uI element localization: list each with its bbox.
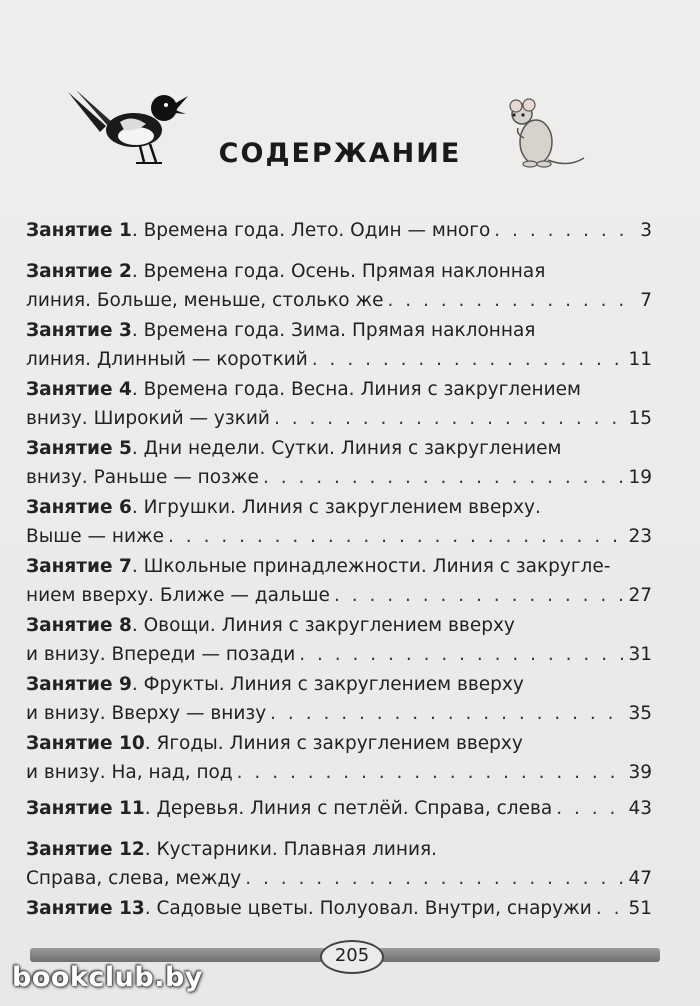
lesson-title-cont: Выше — ниже [26, 526, 165, 547]
lesson-label: Занятие 5 [26, 438, 132, 459]
toc-entry [26, 670, 652, 728]
lesson-label: Занятие 7 [26, 556, 132, 577]
leader-dots [556, 794, 624, 823]
lesson-title: . Овощи. Линия с закруглением вверху [131, 615, 515, 636]
lesson-label: Занятие 12 [26, 839, 145, 860]
lesson-title: . Дни недели. Сутки. Линия с закруглением [131, 438, 562, 459]
lesson-title: . Времена года. Зима. Прямая наклонная [131, 320, 536, 341]
lesson-title: . Фрукты. Линия с закруглением вверху [131, 674, 524, 695]
lesson-label: Занятие 3 [26, 320, 132, 341]
toc-entry [26, 375, 652, 433]
lesson-title: . Игрушки. Линия с закруглением вверху. [131, 497, 541, 518]
page-ref: 39 [628, 762, 652, 783]
page-ref: 35 [628, 703, 652, 724]
page-ref: 31 [628, 644, 652, 665]
toc-entry [26, 434, 652, 492]
lesson-label: Занятие 10 [26, 733, 145, 754]
watermark: bookclub.by [12, 962, 203, 993]
page-ref: 3 [640, 220, 652, 241]
page-title: СОДЕРЖАНИЕ [218, 138, 462, 169]
lesson-title-cont: и внизу. Впереди — позади [26, 644, 296, 665]
lesson-title-cont: и внизу. Вверху — внизу [26, 703, 267, 724]
page-number: 205 [320, 940, 384, 974]
page-ref: 11 [628, 349, 652, 370]
leader-dots [270, 699, 624, 728]
toc-entry [26, 493, 652, 551]
toc-entry [26, 794, 652, 823]
lesson-title-cont: внизу. Раньше — позже [26, 467, 259, 488]
toc-entry [26, 835, 652, 893]
lesson-label: Занятие 2 [26, 261, 132, 282]
toc-entry [26, 216, 652, 245]
lesson-label: Занятие 9 [26, 674, 132, 695]
lesson-title: . Деревья. Линия с петлёй. Справа, слева [144, 798, 553, 819]
lesson-title: . Времена года. Весна. Линия с закруглением [131, 379, 581, 400]
lesson-title: . Садовые цветы. Полуовал. Внутри, снаружи [144, 898, 592, 919]
leader-dots [274, 404, 625, 433]
toc-entry [26, 257, 652, 315]
leader-dots [388, 286, 637, 315]
page-ref: 7 [640, 290, 652, 311]
leader-dots [168, 522, 624, 551]
leader-dots [312, 345, 625, 374]
lesson-title: . Кустарники. Плавная линия. [144, 839, 438, 860]
leader-dots [299, 640, 624, 669]
lesson-title-cont: линия. Больше, меньше, столько же [26, 290, 384, 311]
leader-dots [263, 463, 625, 492]
lesson-label: Занятие 1 [26, 220, 132, 241]
toc-entry [26, 894, 652, 923]
leader-dots [237, 758, 625, 787]
page-ref: 19 [628, 467, 652, 488]
lesson-label: Занятие 6 [26, 497, 132, 518]
page-ref: 47 [628, 868, 652, 889]
page-ref: 43 [628, 798, 652, 819]
lesson-title-cont: и внизу. На, над, под [26, 762, 233, 783]
lesson-title: . Ягоды. Линия с закруглением вверху [144, 733, 523, 754]
page-ref: 15 [628, 408, 652, 429]
lesson-title: . Времена года. Лето. Один — много [131, 220, 491, 241]
leader-dots [334, 581, 625, 610]
page-ref: 23 [628, 526, 652, 547]
page-ref: 27 [628, 585, 652, 606]
leader-dots [494, 216, 636, 245]
lesson-title-cont: линия. Длинный — короткий [26, 349, 308, 370]
lesson-title-cont: Справа, слева, между [26, 868, 242, 889]
lesson-label: Занятие 4 [26, 379, 132, 400]
lesson-title: . Времена года. Осень. Прямая наклонная [131, 261, 546, 282]
lesson-label: Занятие 11 [26, 798, 145, 819]
lesson-label: Занятие 13 [26, 898, 145, 919]
lesson-title-cont: внизу. Широкий — узкий [26, 408, 270, 429]
lesson-label: Занятие 8 [26, 615, 132, 636]
toc-entry [26, 552, 652, 610]
toc-entry [26, 729, 652, 787]
lesson-title-cont: нием вверху. Ближе — дальше [26, 585, 330, 606]
toc-entry [26, 316, 652, 374]
page-ref: 51 [628, 898, 652, 919]
toc-entry [26, 611, 652, 669]
leader-dots [596, 894, 625, 923]
lesson-title: . Школьные принадлежности. Линия с закругле- [131, 556, 611, 577]
leader-dots [245, 864, 624, 893]
